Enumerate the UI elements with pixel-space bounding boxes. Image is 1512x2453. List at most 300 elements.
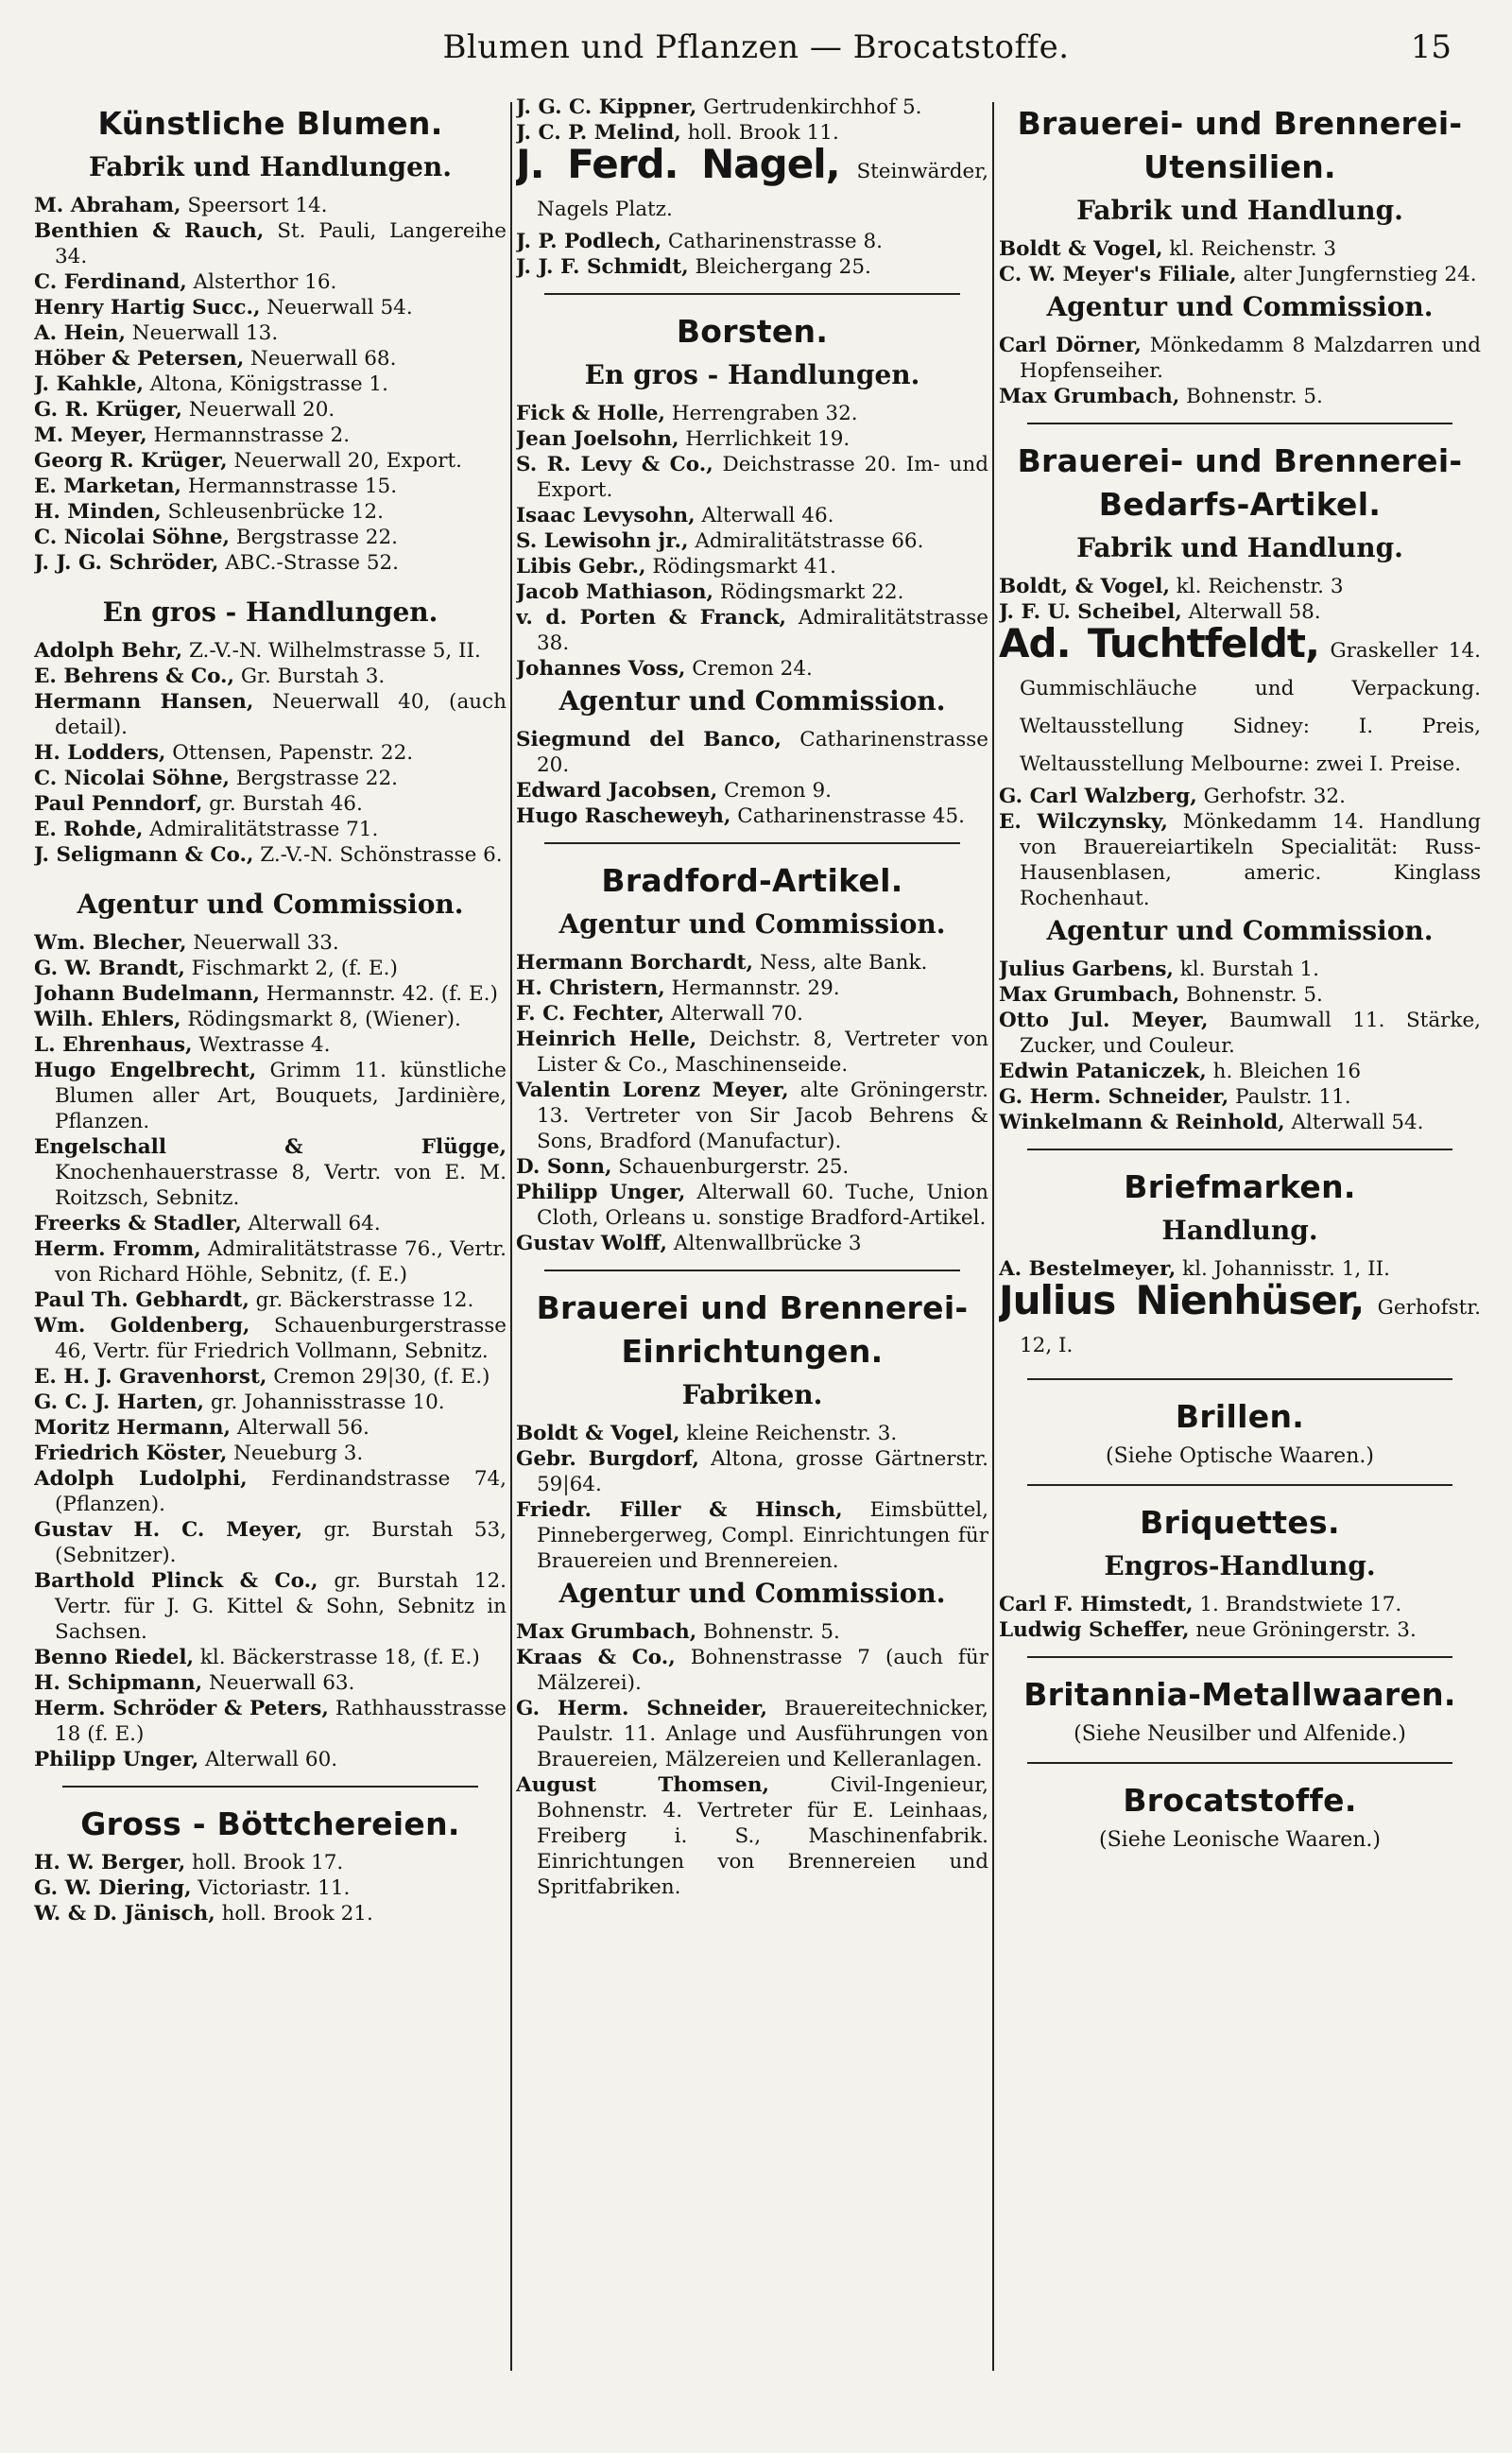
entry-name: C. Nicolai Söhne, (34, 767, 231, 790)
entry-address: Gerhofstr. 32. (1196, 785, 1346, 808)
entry-name: S. Lewisohn jr., (516, 529, 689, 553)
entry-address: Fischmarkt 2, (f. E.) (184, 957, 398, 980)
entry-address: Bleichergang 25. (688, 255, 871, 279)
directory-entry (516, 1027, 988, 1078)
entry-list (516, 950, 988, 1256)
directory-entry (999, 784, 1481, 809)
entry-address: Rathhausstrasse 18 (f. E.) (55, 1697, 507, 1746)
subcategory-heading: Fabrik und Handlung. (1076, 532, 1403, 563)
entry-name: H. Christern, (516, 976, 665, 1000)
entry-address: holl. Brook 21. (215, 1902, 373, 1926)
entry-name: J. F. U. Scheibel, (999, 600, 1182, 624)
entry-address: Neuerwall 63. (202, 1671, 355, 1695)
directory-entry (999, 1592, 1481, 1617)
entry-address: Z.-V.-N. Schönstrasse 6. (253, 843, 503, 867)
entry-name: E. Marketan, (34, 475, 181, 498)
entry-name: Winkelmann & Reinhold, (999, 1111, 1285, 1134)
directory-entry (516, 452, 988, 503)
section-rule (1027, 1149, 1452, 1150)
category-heading: Britannia-Metallwaaren. (1023, 1676, 1456, 1713)
directory-entry (34, 423, 507, 448)
directory-entry (34, 1875, 507, 1901)
entry-name: Benthien & Rauch, (34, 219, 265, 243)
directory-entry (34, 956, 507, 981)
entry-name: Fick & Holle, (516, 402, 665, 425)
entry-address: h. Bleichen 16 (1206, 1060, 1362, 1083)
entry-address: kl. Reichenstr. 3 (1162, 237, 1337, 261)
entry-address: Herrlichkeit 19. (679, 427, 850, 451)
entry-address: Ness, alte Bank. (753, 951, 928, 975)
entry-address: kl. Reichenstr. 3 (1169, 575, 1344, 598)
directory-entry (34, 638, 507, 664)
entry-address: Knochenhauerstrasse 8, Vertr. von E. M. Roitzsch, Sebnitz. (55, 1161, 507, 1210)
directory-entry (34, 1747, 507, 1772)
directory-entry (516, 95, 988, 120)
entry-name: Wm. Blecher, (34, 931, 187, 955)
entry-address: Neueburg 3. (227, 1442, 364, 1465)
entry-address: holl. Brook 11. (680, 121, 839, 145)
entry-name: Jacob Mathiason, (516, 580, 714, 604)
subcategory-heading: Agentur und Commission. (1046, 915, 1434, 946)
entry-address: Neuerwall 13. (125, 321, 279, 345)
directory-entry (516, 727, 988, 778)
entry-name: Isaac Levysohn, (516, 504, 696, 527)
entry-name: J. J. F. Schmidt, (516, 255, 689, 279)
directory-entry (34, 664, 507, 689)
entry-name: M. Meyer, (34, 423, 147, 447)
directory-entry (516, 426, 988, 452)
directory-entry (999, 1084, 1481, 1110)
entry-address: kl. Johannisstr. 1, II. (1176, 1257, 1390, 1281)
directory-entry (516, 1619, 988, 1645)
directory-entry (34, 448, 507, 474)
entry-name: Georg R. Krüger, (34, 449, 228, 473)
entry-name: H. Minden, (34, 500, 162, 524)
entry-address: gr. Burstah 12. Vertr. für J. G. Kittel & Sohn, Sebnitz in Sachsen. (55, 1569, 507, 1644)
directory-entry (34, 1313, 507, 1364)
subcategory-heading: Handlung. (1161, 1215, 1318, 1246)
entry-name: C. W. Meyer's Filiale, (999, 263, 1237, 286)
subcategory-heading: Engros-Handlung. (1104, 1550, 1376, 1581)
entry-list (34, 193, 507, 576)
entry-name: G. Herm. Schneider, (999, 1085, 1229, 1109)
section-rule (1027, 1762, 1452, 1764)
directory-entry (516, 778, 988, 803)
subcategory-heading: En gros - Handlungen. (584, 359, 920, 390)
entry-name: Siegmund del Banco, (516, 728, 782, 751)
entry-name: Carl F. Himstedt, (999, 1593, 1194, 1616)
entry-address: Schauenburgerstrasse 46, Vertr. für Friedrich Vollmann, Sebnitz. (55, 1314, 507, 1363)
directory-entry (34, 791, 507, 817)
entry-address: Alterwall 56. (231, 1416, 369, 1440)
page-number: 15 (1410, 28, 1452, 66)
entry-address: kl. Bäckerstrasse 18, (f. E.) (194, 1646, 480, 1669)
entry-address: Grimm 11. künstliche Blumen aller Art, Bouquets, Jardinière, Pflanzen. (55, 1059, 507, 1133)
entry-name: Barthold Plinck & Co., (34, 1569, 318, 1593)
entry-address: Bergstrasse 22. (230, 767, 398, 790)
directory-entry (516, 503, 988, 528)
entry-name: A. Hein, (34, 321, 126, 345)
entry-address: Gerhofstr. 12, I. (1020, 1296, 1481, 1357)
directory-entry (34, 1415, 507, 1441)
entry-name: J. J. G. Schröder, (34, 551, 219, 575)
directory-entry (999, 1617, 1481, 1643)
entry-address: Mönkedamm 8 Malzdarren und Hopfenseiher. (1020, 334, 1481, 383)
entry-address: Altenwallbrücke 3 (666, 1232, 862, 1255)
directory-entry (34, 1134, 507, 1211)
entry-list (516, 401, 988, 682)
section-rule (544, 842, 960, 844)
entry-address: alter Jungfernstieg 24. (1236, 263, 1477, 286)
entry-address: Catharinenstrasse 20. (537, 728, 988, 777)
directory-entry (34, 397, 507, 423)
entry-name: Boldt, & Vogel, (999, 575, 1170, 598)
entry-address: neue Gröningerstr. 3. (1189, 1618, 1417, 1642)
category-heading: Brauerei und Brennerei-Einrichtungen. (536, 1289, 969, 1370)
entry-address: Victoriastr. 11. (191, 1876, 351, 1900)
entry-list (999, 236, 1481, 287)
entry-list (999, 574, 1481, 911)
directory-entry (34, 1364, 507, 1390)
entry-address: Mönkedamm 14. Handlung von Brauereiartikeln Specialität: Russ-Hausenblasen, americ. Kinglass Rochenhaut. (1020, 810, 1481, 910)
entry-name: G. R. Krüger, (34, 398, 183, 422)
entry-name: J. Ferd. Nagel, (516, 141, 840, 187)
category-heading: Bradford-Artikel. (601, 862, 903, 899)
entry-name: C. Nicolai Söhne, (34, 526, 231, 549)
entry-address: Brauereitechnicker, Paulstr. 11. Anlage und Ausführungen von Brauereien, Mälzereien und Kelleranlagen. (537, 1697, 988, 1771)
entry-list (516, 727, 988, 829)
directory-entry (999, 982, 1481, 1008)
directory-entry (34, 689, 507, 740)
entry-name: D. Sonn, (516, 1155, 612, 1179)
entry-name: Libis Gebr., (516, 555, 646, 579)
entry-name: E. Rohde, (34, 818, 144, 841)
entry-address: Neuerwall 68. (244, 347, 397, 371)
column-right (999, 95, 1481, 2392)
entry-address: Herrengraben 32. (664, 402, 858, 425)
category-heading: Gross - Böttchereien. (80, 1805, 460, 1842)
directory-entry (516, 950, 988, 976)
entry-name: C. Ferdinand, (34, 270, 187, 294)
directory-entry (516, 976, 988, 1001)
entry-list (999, 1256, 1481, 1365)
directory-entry (999, 1110, 1481, 1135)
entry-address: Bohnenstr. 5. (1179, 385, 1323, 408)
entry-address: Deichstr. 8, Vertreter von Lister & Co., Maschinenseide. (537, 1028, 988, 1077)
directory-entry (516, 1772, 988, 1900)
directory-entry (34, 1032, 507, 1058)
directory-entry (34, 371, 507, 397)
entry-name: Ludwig Scheffer, (999, 1618, 1190, 1642)
entry-address: Alsterthor 16. (186, 270, 337, 294)
entry-address: Speersort 14. (180, 194, 328, 217)
directory-entry (34, 981, 507, 1007)
entry-name: Henry Hartig Succ., (34, 296, 261, 320)
entry-list (516, 95, 988, 280)
entry-list (999, 957, 1481, 1135)
directory-entry (34, 1645, 507, 1670)
column-left (34, 95, 507, 2392)
directory-entry (34, 346, 507, 371)
category-heading: Borsten. (676, 313, 829, 350)
entry-name: J. C. P. Melind, (516, 121, 681, 145)
directory-entry (34, 474, 507, 499)
entry-name: J. P. Podlech, (516, 230, 662, 253)
entry-name: Benno Riedel, (34, 1646, 195, 1669)
entry-name: Jean Joelsohn, (516, 427, 679, 451)
subcategory-heading: Fabriken. (681, 1379, 823, 1410)
entry-address: Steinwärder, Nagels Platz. (537, 160, 988, 221)
directory-entry (34, 1850, 507, 1875)
entry-name: J. Seligmann & Co., (34, 843, 254, 867)
entry-name: E. Behrens & Co., (34, 665, 235, 688)
entry-name: Herm. Schröder & Peters, (34, 1697, 329, 1720)
entry-address: Altona, grosse Gärtnerstr. 59|64. (537, 1447, 988, 1496)
entry-name: G. W. Diering, (34, 1876, 192, 1900)
section-rule (1027, 1484, 1452, 1486)
directory-entry (999, 333, 1481, 384)
directory-entry (34, 1211, 507, 1236)
entry-list (34, 930, 507, 1772)
entry-name: Ad. Tuchtfeldt, (999, 620, 1319, 666)
entry-address: gr. Bäckerstrasse 12. (249, 1288, 474, 1312)
spacer (34, 576, 507, 593)
entry-name: Wm. Goldenberg, (34, 1314, 250, 1338)
entry-name: Adolph Ludolphi, (34, 1467, 248, 1491)
entry-name: G. C. J. Harten, (34, 1391, 205, 1414)
entry-name: J. Kahkle, (34, 372, 144, 396)
directory-entry (34, 499, 507, 525)
entry-list (34, 1850, 507, 1926)
entry-address: kl. Burstah 1. (1173, 958, 1319, 981)
entry-address: St. Pauli, Langereihe 34. (55, 219, 507, 268)
entry-address: ABC.-Strasse 52. (218, 551, 400, 575)
entry-list (516, 1421, 988, 1574)
entry-name: Hugo Rascheweyh, (516, 804, 731, 828)
entry-name: Johann Budelmann, (34, 982, 260, 1006)
category-heading: Brocatstoffe. (1123, 1782, 1357, 1819)
entry-address: gr. Burstah 53, (Sebnitzer). (55, 1518, 507, 1567)
subcategory-heading: Fabrik und Handlung. (1076, 195, 1403, 226)
entry-name: H. Schipmann, (34, 1671, 203, 1695)
entry-address: Eimsbüttel, Pinnebergerweg, Compl. Einrichtungen für Brauereien und Brennereien. (537, 1498, 988, 1573)
section-rule (1027, 1378, 1452, 1380)
entry-address: holl. Brook 17. (185, 1851, 344, 1874)
entry-address: Hermannstrasse 15. (180, 475, 398, 498)
entry-list (516, 1619, 988, 1900)
entry-name: Gebr. Burgdorf, (516, 1447, 699, 1471)
directory-entry (999, 262, 1481, 287)
directory-entry (999, 1008, 1481, 1059)
entry-address: Cremon 29|30, (f. E.) (266, 1365, 490, 1389)
subcategory-heading: Agentur und Commission. (77, 889, 464, 920)
entry-name: Gustav H. C. Meyer, (34, 1518, 303, 1542)
entry-name: Boldt & Vogel, (999, 237, 1163, 261)
category-heading: Briefmarken. (1124, 1168, 1356, 1205)
entry-name: Moritz Hermann, (34, 1416, 232, 1440)
directory-entry (999, 620, 1481, 784)
entry-name: Herm. Fromm, (34, 1237, 201, 1261)
entry-address: Bohnenstr. 5. (696, 1620, 840, 1644)
directory-entry (34, 1390, 507, 1415)
directory-entry (34, 842, 507, 868)
entry-address: Civil-Ingenieur, Bohnenstr. 4. Vertreter für E. Leinhaas, Freiberg i. S., Maschinenfabrik. Einrichtungen von Brennereien und Spritfabriken. (537, 1773, 988, 1899)
entry-address: Admiralitätstrasse 66. (688, 529, 924, 553)
entry-address: Deichstrasse 20. Im- und Export. (537, 453, 988, 502)
cross-reference: (Siehe Neusilber und Alfenide.) (1074, 1722, 1406, 1746)
running-title: Blumen und Pflanzen — Brocatstoffe. (442, 28, 1070, 66)
entry-address: Schauenburgerstr. 25. (611, 1155, 850, 1179)
subcategory-heading: Fabrik und Handlungen. (88, 151, 453, 182)
entry-name: L. Ehrenhaus, (34, 1033, 193, 1057)
entry-address: Admiralitätstrasse 76., Vertr. von Richard Höhle, Sebnitz, (f. E.) (55, 1237, 507, 1287)
entry-address: Paulstr. 11. (1228, 1085, 1351, 1109)
entry-address: Wextrasse 4. (192, 1033, 331, 1057)
directory-entry (516, 554, 988, 579)
entry-name: Paul Th. Gebhardt, (34, 1288, 249, 1312)
entry-name: Wilh. Ehlers, (34, 1008, 181, 1031)
directory-entry (516, 1497, 988, 1574)
directory-entry (34, 1568, 507, 1645)
directory-entry (34, 930, 507, 956)
directory-entry (34, 218, 507, 269)
category-heading: Briquettes. (1140, 1504, 1340, 1541)
directory-entry (516, 605, 988, 656)
directory-entry (34, 1670, 507, 1696)
directory-entry (34, 766, 507, 791)
entry-address: alte Gröningerstr. 13. Vertreter von Sir Jacob Behrens & Sons, Bradford (Manufactur). (537, 1079, 988, 1153)
entry-name: Max Grumbach, (999, 385, 1180, 408)
entry-name: Johannes Voss, (516, 657, 686, 681)
entry-address: Z.-V.-N. Wilhelmstrasse 5, II. (182, 639, 481, 663)
entry-address: Catharinenstrasse 8. (662, 230, 883, 253)
directory-entry (999, 957, 1481, 982)
directory-entry (999, 809, 1481, 911)
directory-entry (34, 1287, 507, 1313)
directory-entry (34, 817, 507, 842)
directory-entry (516, 656, 988, 682)
entry-address: Neuerwall 33. (186, 931, 339, 955)
entry-address: Cremon 9. (717, 779, 832, 803)
subcategory-heading: En gros - Handlungen. (102, 596, 438, 628)
directory-entry (999, 236, 1481, 262)
entry-name: Engelschall & Flügge, (34, 1135, 507, 1159)
directory-entry (34, 193, 507, 218)
entry-name: Julius Garbens, (999, 958, 1174, 981)
category-heading: Brauerei- und Brennerei-Bedarfs-Artikel. (1017, 442, 1463, 523)
directory-entry (34, 1517, 507, 1568)
directory-entry (34, 550, 507, 576)
entry-name: August Thomsen, (516, 1773, 769, 1797)
entry-name: Hermann Hansen, (34, 690, 254, 714)
subcategory-heading: Agentur und Commission. (558, 1578, 946, 1609)
directory-entry (34, 1236, 507, 1287)
entry-name: G. Carl Walzberg, (999, 785, 1197, 808)
entry-name: Boldt & Vogel, (516, 1422, 680, 1445)
directory-entry (34, 1696, 507, 1747)
entry-address: Bohnenstr. 5. (1179, 983, 1323, 1007)
entry-name: v. d. Porten & Franck, (516, 606, 786, 630)
entry-address: Alterwall 60. Tuche, Union Cloth, Orleans u. sonstige Bradford-Artikel. (537, 1181, 988, 1230)
entry-address: Bohnenstrasse 7 (auch für Mälzerei). (537, 1646, 988, 1695)
entry-address: Gertrudenkirchhof 5. (696, 95, 922, 119)
directory-entry (34, 320, 507, 346)
section-rule (62, 1786, 478, 1788)
section-rule (1027, 1656, 1452, 1658)
directory-entry (999, 574, 1481, 599)
entry-name: Friedrich Köster, (34, 1442, 228, 1465)
directory-entry (516, 528, 988, 554)
entry-address: Hermannstr. 42. (f. E.) (259, 982, 498, 1006)
category-heading: Brauerei- und Brennerei-Utensilien. (1017, 105, 1463, 185)
entry-name: Gustav Wolff, (516, 1232, 667, 1255)
entry-name: Philipp Unger, (34, 1748, 199, 1771)
entry-name: Paul Penndorf, (34, 792, 203, 816)
entry-name: W. & D. Jänisch, (34, 1902, 215, 1926)
entry-name: Edward Jacobsen, (516, 779, 718, 803)
directory-entry (34, 295, 507, 320)
category-heading: Künstliche Blumen. (97, 105, 443, 142)
entry-address: Hermannstrasse 2. (146, 423, 351, 447)
entry-address: Alterwall 70. (664, 1002, 804, 1026)
entry-name: Otto Jul. Meyer, (999, 1009, 1209, 1032)
entry-name: Carl Dörner, (999, 334, 1142, 357)
entry-name: Hermann Borchardt, (516, 951, 754, 975)
directory-entry (516, 254, 988, 280)
entry-address: Cremon 24. (685, 657, 813, 681)
entry-name: Kraas & Co., (516, 1646, 676, 1669)
entry-address: gr. Johannisstrasse 10. (204, 1391, 445, 1414)
directory-entry (516, 1421, 988, 1446)
directory-entry (34, 269, 507, 295)
entry-address: Ottensen, Papenstr. 22. (165, 741, 414, 765)
directory-entry (999, 1277, 1481, 1365)
entry-address: Catharinenstrasse 45. (730, 804, 965, 828)
section-rule (544, 1270, 960, 1271)
entry-address: kleine Reichenstr. 3. (679, 1422, 898, 1445)
entry-address: Alterwall 46. (695, 504, 834, 527)
subcategory-heading: Agentur und Commission. (558, 908, 946, 940)
subcategory-heading: Agentur und Commission. (1046, 291, 1434, 322)
entry-address: gr. Burstah 46. (202, 792, 363, 816)
entry-name: S. R. Levy & Co., (516, 453, 713, 476)
entry-name: Friedr. Filler & Hinsch, (516, 1498, 843, 1522)
column-middle (516, 95, 988, 2392)
entry-name: E. Wilczynsky, (999, 810, 1168, 834)
directory-entry (34, 1441, 507, 1466)
entry-address: Alterwall 54. (1284, 1111, 1424, 1134)
entry-address: Neuerwall 40, (auch detail). (55, 690, 507, 739)
entry-address: Schleusenbrücke 12. (161, 500, 384, 524)
entry-name: Höber & Petersen, (34, 347, 245, 371)
directory-entry (516, 1001, 988, 1027)
directory-entry (516, 1180, 988, 1231)
entry-name: A. Bestelmeyer, (999, 1257, 1177, 1281)
entry-address: Baumwall 11. Stärke, Zucker, und Couleur. (1020, 1009, 1481, 1058)
entry-name: Max Grumbach, (516, 1620, 697, 1644)
entry-address: Admiralitätstrasse 38. (537, 606, 988, 655)
section-rule (544, 293, 960, 295)
subcategory-heading: Agentur und Commission. (558, 685, 946, 717)
directory-entry (516, 579, 988, 605)
directory-entry (516, 1078, 988, 1154)
entry-name: G. Herm. Schneider, (516, 1697, 767, 1720)
entry-address: Alterwall 58. (1181, 600, 1321, 624)
entry-name: Heinrich Helle, (516, 1028, 697, 1051)
directory-entry (34, 525, 507, 550)
entry-address: Gr. Burstah 3. (234, 665, 386, 688)
entry-address: Neuerwall 54. (260, 296, 413, 320)
